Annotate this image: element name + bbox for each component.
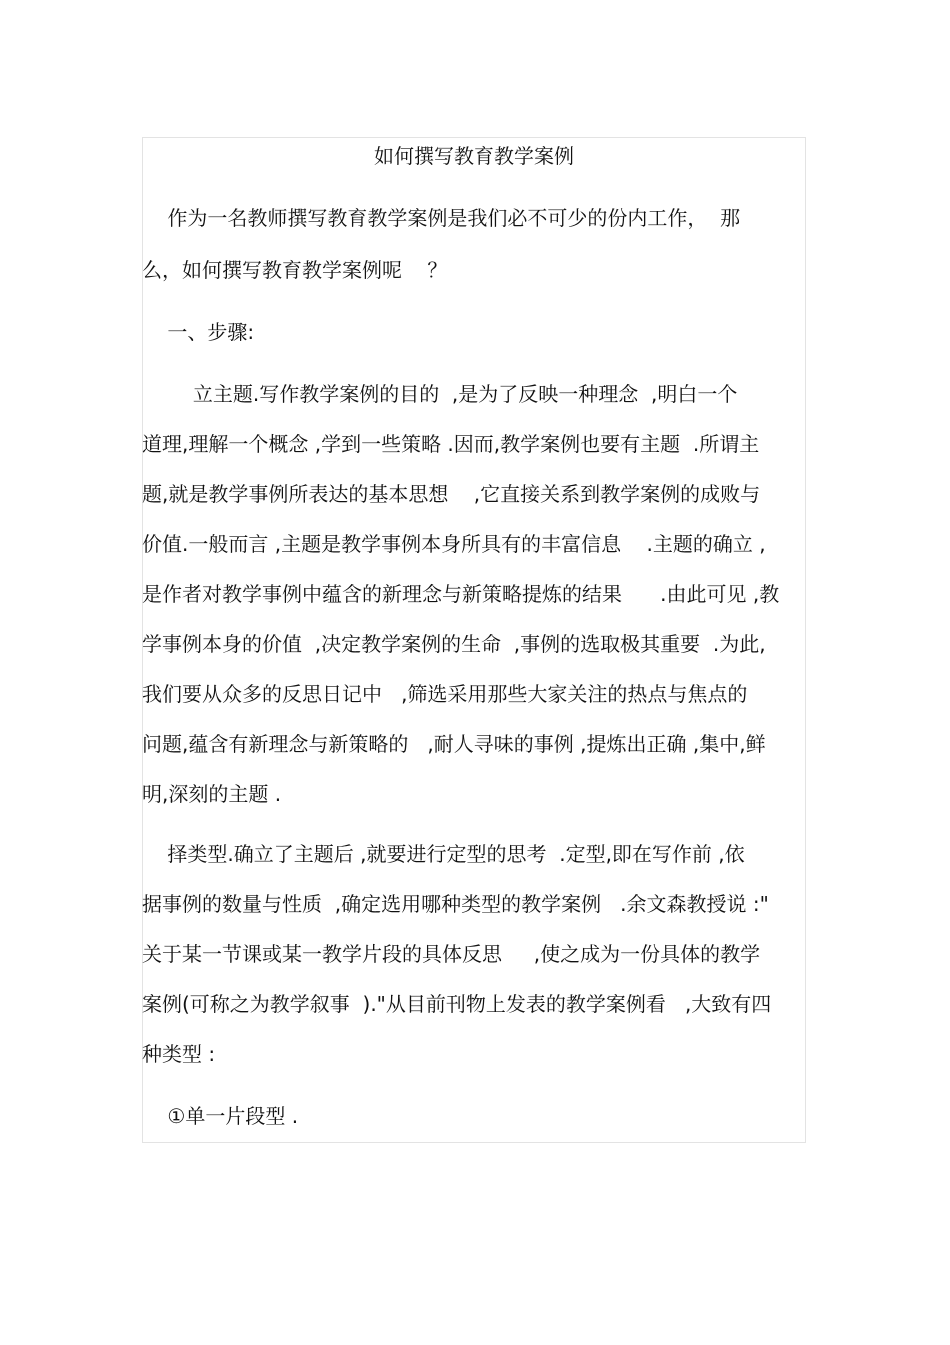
paragraph-line: 价值.一般而言 ,主题是教学事例本身所具有的丰富信息 .主题的确立 , bbox=[142, 532, 766, 556]
section-heading: 一、步骤: bbox=[142, 320, 255, 344]
paragraph-line: 种类型 : bbox=[142, 1042, 216, 1066]
list-item: ①单一片段型 . bbox=[142, 1104, 299, 1128]
paragraph-line: 道理,理解一个概念 ,学到一些策略 .因而,教学案例也要有主题 .所谓主 bbox=[142, 432, 760, 456]
paragraph-line: 么，如何撰写教育教学案例呢 ？ bbox=[142, 258, 448, 282]
paragraph-line: 题,就是教学事例所表达的基本思想 ,它直接关系到教学案例的成败与 bbox=[142, 482, 761, 506]
paragraph-line: 学事例本身的价值 ,决定教学案例的生命 ,事例的选取极其重要 .为此, bbox=[142, 632, 766, 656]
paragraph-line: 案例(可称之为教学叙事 )."从目前刊物上发表的教学案例看 ,大致有四 bbox=[142, 992, 772, 1016]
paragraph-line: 是作者对教学事例中蕴含的新理念与新策略提炼的结果 .由此可见 ,教 bbox=[142, 582, 780, 606]
paragraph-line: 立主题.写作教学案例的目的 ,是为了反映一种理念 ,明白一个 bbox=[142, 382, 738, 406]
paragraph-line: 问题,蕴含有新理念与新策略的 ,耐人寻味的事例 ,提炼出正确 ,集中,鲜 bbox=[142, 732, 766, 756]
paragraph-line: 明,深刻的主题 . bbox=[142, 782, 282, 806]
document-title: 如何撰写教育教学案例 bbox=[374, 144, 574, 168]
paragraph-line: 作为一名教师撰写教育教学案例是我们必不可少的份内工作， 那 bbox=[142, 206, 741, 230]
paragraph-line: 关于某一节课或某一教学片段的具体反思 ,使之成为一份具体的教学 bbox=[142, 942, 761, 966]
paragraph-line: 我们要从众多的反思日记中 ,筛选采用那些大家关注的热点与焦点的 bbox=[142, 682, 748, 706]
paragraph-line: 据事例的数量与性质 ,确定选用哪种类型的教学案例 .余文森教授说 :" bbox=[142, 892, 769, 916]
paragraph-line: 择类型.确立了主题后 ,就要进行定型的思考 .定型,即在写作前 ,依 bbox=[142, 842, 745, 866]
